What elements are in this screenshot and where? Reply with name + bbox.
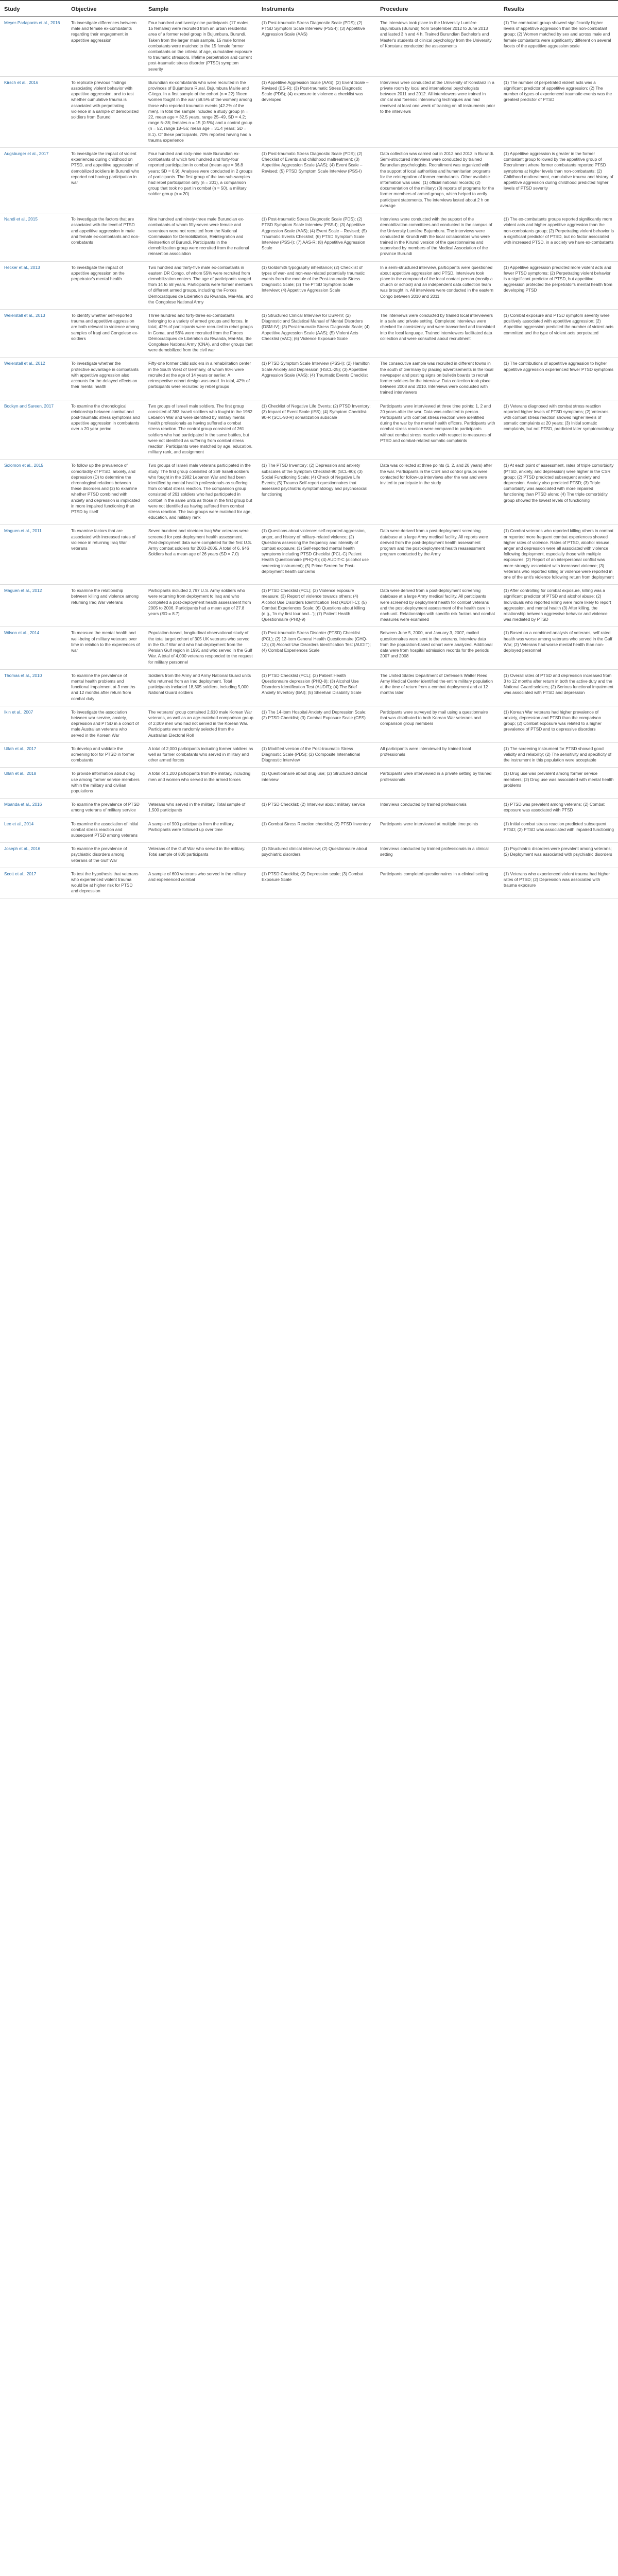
study-cell: Ikin et al., 2007 (0, 706, 67, 742)
study-cell: Ullah et al., 2017 (0, 742, 67, 768)
table-row (0, 768, 618, 799)
procedure-cell: The United States Department of Defense's Walter Reed Army Medical Center identified the entire military population at the time of return from a combat deployment and at 12 months later (376, 669, 500, 706)
header-objective: Objective (67, 1, 144, 17)
header-procedure: Procedure (376, 1, 500, 17)
header-sample: Sample (144, 1, 258, 17)
table-row (0, 460, 618, 525)
instruments-cell: (1) Checklist of Negative Life Events; (2) PTSD Inventory; (3) Impact of Event Scale (IES); (4) Symptom Checklist-90-R (SCL-90-R) somatization subscale (258, 400, 376, 460)
procedure-cell: Participants were interviewed at three time points: 1, 2 and 20 years after the war. Data was collected in person. Participants with combat stress reaction were identified during the war by the mental health officers. Participants with combat stress reaction were compared to participants without combat stress reaction with respect to measures of PTSD and combat-related somatic complaints (376, 400, 500, 460)
instruments-cell: (1) Structured Clinical Interview for DSM-IV; (2) Diagnostic and Statistical Manual of Mental Disorders (DSM-IV); (3) Post-traumatic Stress Diagnostic Scale; (4) Appetitive Aggression Scale (AAS); (5) Violent Acts Checklist (VAC); (6) Violence Exposure Scale (258, 309, 376, 357)
instruments-cell: (1) Appetitive Aggression Scale (AAS); (2) Event Scale – Revised (ES-R); (3) Post-traumatic Stress Diagnostic Scale (PDS); (4) exposure to violence a checklist was developed (258, 76, 376, 147)
table-row (0, 799, 618, 818)
procedure-cell: Data collection was carried out in 2012 and 2013 in Burundi. Semi-structured interviews were conducted by trained Burundian psychologists. Recruitment was organized with the support of local authorities and humanitarian programs for the reintegration of former combatants. Other available information was used: (1) official national records; (2) documentation of the military; (3) reports of programs for the former members of armed groups, which helped to verify participant statements. The interviews lasted about 2 h on average (376, 148, 500, 213)
table-row (0, 358, 618, 400)
study-cell: Maguen et al., 2012 (0, 585, 67, 627)
results-cell: (1) Veterans diagnosed with combat stress reaction reported higher levels of PTSD symptoms; (2) Veterans with combat stress reaction showed higher levels of somatic complaints at 20 years; (3) Initial somatic complaints, but not PTSD, predicted later symptomatology (500, 400, 618, 460)
sample-cell: A total of 1,200 participants from the military, including men and women who served in the armed forces (144, 768, 258, 799)
studies-table (0, 0, 618, 899)
table-row (0, 627, 618, 669)
table-row (0, 669, 618, 706)
results-cell: (1) Korean War veterans had higher prevalence of anxiety, depression and PTSD than the comparison group; (2) Combat exposure was related to a higher prevalence of PTSD and to depressive disorders (500, 706, 618, 742)
procedure-cell: Data was collected at three points (1, 2, and 20 years) after the war. Participants in the CSR and control groups were contacted for follow-up interviews after the war and were invited to participate in the study (376, 460, 500, 525)
objective-cell: To investigate the factors that are associated with the level of PTSD and appetitive aggression in male and female ex-combatants and non-combatants (67, 213, 144, 261)
instruments-cell: (1) PTSD Checklist (PCL); (2) Patient Health Questionnaire depression (PHQ-8); (3) Alcohol Use Disorders Identification Test (AUDIT); (4) The Brief Anxiety Inventory (BAI); (5) Sheehan Disability Scale (258, 669, 376, 706)
objective-cell: To investigate the impact of appetitive aggression on the perpetrator's mental health (67, 261, 144, 309)
header-study: Study (0, 1, 67, 17)
objective-cell: To identify whether self-reported trauma and appetitive aggression are both relevant to violence among samples of Iraqi and Congolese ex-soldiers (67, 309, 144, 357)
objective-cell: To examine the prevalence of PTSD among veterans of military service (67, 799, 144, 818)
table-row (0, 742, 618, 768)
study-cell: Meyer-Parlapanis et al., 2016 (0, 17, 67, 77)
sample-cell: Two groups of Israeli male veterans participated in the study. The first group consisted of 369 Israeli soldiers who fought in the 1982 Lebanon War and had been identified by mental health professionals as suffering from combat stress reaction. The comparison group consisted of 261 soldiers who had participated in combat in the same units as those in the first group but were not identified as having suffered from combat stress reaction. The two groups were matched for age, education, and military rank (144, 460, 258, 525)
results-cell: (1) Appetitive aggression is greater in the former combatant group followed by the appetitive group of Recruitment where former combatants reported PTSD symptoms at higher levels than non-combatants; (2) Childhood maltreatment, cumulative trauma and history of appetitive aggression during childhood predicted higher levels of PTSD severity (500, 148, 618, 213)
objective-cell: To investigate whether the protective advantage in combatants with appetitive aggression also accounts for the delayed effects on their mental health (67, 358, 144, 400)
results-cell: (1) Combat veterans who reported killing others in combat or reported more frequent combat experiences showed higher rates of violence. Rates of PTSD, alcohol misuse, anger and depression were all associated with violence following deployment, especially those with multiple exposures; (2) Report of an interpersonal conflict was more strongly associated with increased violence; (3) Veterans who reported killing or violence were reported in one of the unit's violence following return from deployment (500, 525, 618, 585)
instruments-cell: (1) Structured clinical interview; (2) Questionnaire about psychiatric disorders (258, 843, 376, 868)
instruments-cell: (1) PTSD Checklist; (2) Interview about military service (258, 799, 376, 818)
table-row (0, 148, 618, 213)
results-cell: (1) The ex-combatants groups reported significantly more violent acts and higher appetitive aggression than the non-combatants group; (2) Perpetrating violent behavior is a significant predictor of PTSD, but no factor associated with increased PTSD, in a society we have ex-combatants (500, 213, 618, 261)
study-cell: Maguen et al., 2011 (0, 525, 67, 585)
instruments-cell: (1) Modified version of the Post-traumatic Stress Diagnostic Scale (PDS); (2) Composite International Diagnostic Interview (258, 742, 376, 768)
instruments-cell: (1) PTSD Checklist; (2) Depression scale; (3) Combat Exposure Scale (258, 868, 376, 899)
study-cell: Thomas et al., 2010 (0, 669, 67, 706)
sample-cell: Three hundred and forty-three ex-combatants belonging to a variety of armed groups and forces. In total, 42% of participants were recruited in rebel groups in Goma, and 58% were recruited from the Forces Démocratiques de Libération du Rwanda, Mai-Mai, the Congolese National Army (CNA), and other groups that were demobilized from the civil war (144, 309, 258, 357)
procedure-cell: Interviews conducted by trained professionals (376, 799, 500, 818)
procedure-cell: All participants were interviewed by trained local professionals (376, 742, 500, 768)
procedure-cell: Participants were surveyed by mail using a questionnaire that was distributed to both Korean War veterans and comparison group members (376, 706, 500, 742)
objective-cell: To follow up the prevalence of comorbidity of PTSD, anxiety, and depression (D) to determine the chronological relations between these disorders and (2) to examine whether PTSD combined with anxiety and depression is implicated in more impaired functioning than PTSD by itself (67, 460, 144, 525)
study-cell: Joseph et al., 2016 (0, 843, 67, 868)
objective-cell: To investigate the association between war service, anxiety, depression and PTSD in a cohort of male Australian veterans who served in the Korean War (67, 706, 144, 742)
sample-cell: Population-based, longitudinal observational study of the total target cohort of 305 UK veterans who served in the Gulf War and who had deployment from the Persian Gulf region in 1991 and who served in the Gulf War. A total of 4,000 veterans responded to the request for military personnel (144, 627, 258, 669)
objective-cell: To investigate the impact of violent experiences during childhood on PTSD, and appetitive aggression of demobilized soldiers in Burundi who reported not having participation in war (67, 148, 144, 213)
sample-cell: A sample of 900 participants from the military. Participants were followed up over time (144, 818, 258, 843)
table-row (0, 868, 618, 899)
results-cell: (1) Based on a combined analysis of veterans, self-rated health was worse among veterans who served in the Gulf War; (2) Veterans had worse mental health than non-deployed personnel (500, 627, 618, 669)
procedure-cell: In a semi-structured interview, participants were questioned about appetitive aggression and PTSD. Interviews took place in the compound of the local contact person (mostly a church or school) and an independent data collection team was brought in. All interviews were conducted in the eastern Congo between 2010 and 2011 (376, 261, 500, 309)
study-cell: Weierstall et al., 2013 (0, 309, 67, 357)
table-row (0, 585, 618, 627)
objective-cell: To examine the prevalence of mental health problems and functional impairment at 3 months and 12 months after return from combat duty (67, 669, 144, 706)
header-instruments: Instruments (258, 1, 376, 17)
results-cell: (1) The screening instrument for PTSD showed good validity and reliability; (2) The sensitivity and specificity of the instrument in this population were acceptable (500, 742, 618, 768)
study-cell: Kirsch et al., 2016 (0, 76, 67, 147)
study-cell: Weierstall et al., 2012 (0, 358, 67, 400)
study-cell: Hecker et al., 2013 (0, 261, 67, 309)
instruments-cell: (1) Combat Stress Reaction checklist; (2) PTSD Inventory (258, 818, 376, 843)
table-row (0, 309, 618, 357)
procedure-cell: Interviews were conducted at the University of Konstanz in a private room by local and international psychologists between 2011 and 2012. All interviewers were trained in clinical and forensic interviewing techniques and had received at least one week of training on all instruments prior to the interviews (376, 76, 500, 147)
study-cell: Bodkyn and Sareen, 2017 (0, 400, 67, 460)
results-cell: (1) Psychiatric disorders were prevalent among veterans; (2) Deployment was associated with psychiatric disorders (500, 843, 618, 868)
procedure-cell: Between June 5, 2000, and January 3, 2007, mailed questionnaires were sent to the veterans. Interview data from the population-based cohort were analyzed. Additional data were from hospital admission records for the periods 2007 and 2008 (376, 627, 500, 669)
sample-cell: Soldiers from the Army and Army National Guard units who returned from an Iraq deployment. Total participants included 18,305 soldiers, including 5,000 National Guard soldiers (144, 669, 258, 706)
study-cell: Solomon et al., 2015 (0, 460, 67, 525)
instruments-cell: (1) Goldsmith typography inheritance; (2) Checklist of types of war- and non-war-related potentially traumatic events from the module of the Post-traumatic Stress Diagnostic Scale; (3) The PTSD Symptom Scale Interview; (4) Appetitive Aggression Scale (258, 261, 376, 309)
sample-cell: Burundian ex-combatants who were recruited in the provinces of Bujumbura Rural, Bujumbura Mairie and Gitega. In a first sample of the cohort (n = 22) fifteen women fought in the war (58.5% of the women) among those who reported traumatic events (42.2% of the men). In total the sample included a study group (n = 22, mean age = 32.5 years, range 25–49, SD = 4.2; range 6–38; females n = 15 (0.5%) and a control group (n = 52, range 18–56; mean age = 31.4 years; SD = 8.1). Of these participants, 70% reported having had a trauma experience (144, 76, 258, 147)
procedure-cell: Data were derived from a post-deployment screening database at a large Army medical facility. All participants were screened by deployment health for combat veterans and the post-deployment assessment of the health care in each unit. Relationships with specific risk factors and combat measures were examined (376, 585, 500, 627)
sample-cell: A sample of 600 veterans who served in the military and experienced combat (144, 868, 258, 899)
results-cell: (1) Overall rates of PTSD and depression increased from 3 to 12 months after return in both the active duty and the National Guard soldiers; (2) Serious functional impairment was associated with PTSD and depression (500, 669, 618, 706)
objective-cell: To examine the prevalence of psychiatric disorders among veterans of the Gulf War (67, 843, 144, 868)
results-cell: (1) At each point of assessment, rates of triple comorbidity (PTSD, anxiety, and depression) were higher in the CSR group; (2) PTSD predicted subsequent anxiety and depression. Anxiety also predicted PTSD; (3) Triple comorbidity was associated with more impaired functioning than PTSD alone; (4) The triple comorbidity group showed the lowest levels of functioning (500, 460, 618, 525)
table-row (0, 261, 618, 309)
results-cell: (1) PTSD was prevalent among veterans; (2) Combat exposure was associated with PTSD (500, 799, 618, 818)
study-cell: Mbanda et al., 2016 (0, 799, 67, 818)
sample-cell: The veterans' group contained 2,610 male Korean War veterans, as well as an age-matched comparison group of 2,009 men who had not served in the Korean War. Participants were randomly selected from the Australian Electoral Roll (144, 706, 258, 742)
study-cell: Lee et al., 2014 (0, 818, 67, 843)
table-row (0, 525, 618, 585)
instruments-cell: (1) Post-traumatic Stress Diagnostic Scale (PDS); (2) PTSD Symptom Scale Interview (PSS-I); (3) Appetitive Aggression Scale (AAS); (4) Event Scale – Revised; (5) Traumatic Events Checklist; (6) PTSD Symptom Scale Interview (PSS-I); (7) AAS-R; (8) Appetitive Aggression Scale (258, 213, 376, 261)
objective-cell: To test the hypothesis that veterans who experienced violent trauma would be at higher risk for PTSD and depression (67, 868, 144, 899)
sample-cell: Four hundred and sixty-nine male Burundian ex-combatants of which two hundred and forty-four reported participation in combat (mean age = 36.8 years; SD = 6.9). Analyses were conducted in 2 groups of participants. The first group of the two sub-samples had rebel participation only (n = 201), a comparison group that took no part in combat (n = 50), a military soldier group (n = 20) (144, 148, 258, 213)
results-cell: (1) Initial combat stress reaction predicted subsequent PTSD; (2) PTSD was associated with impaired functioning (500, 818, 618, 843)
table-row (0, 818, 618, 843)
instruments-cell: (1) Post-traumatic Stress Diagnostic Scale (PDS); (2) PTSD Symptom Scale Interview (PSS-I); (3) Appetitive Aggression Scale (AAS) (258, 17, 376, 77)
sample-cell: Two groups of Israeli male soldiers. The first group consisted of 363 Israeli soldiers who fought in the 1982 Lebanon War and were identified by military mental health professionals as having suffered a combat stress reaction. The control group consisted of 261 soldiers who had participated in the same battles, but were not identified as suffering from combat stress reaction. Participants were matched by age, education, military rank, and assignment (144, 400, 258, 460)
instruments-cell: (1) The PTSD Inventory; (2) Depression and anxiety subscales of the Symptom Checklist-90 (SCL-90); (3) Social Functioning Scale; (4) Check of Negative Life Events; (5) Trauma Self-report questionnaires that assessed psychiatric symptomatology and psychosocial functioning (258, 460, 376, 525)
procedure-cell: The interviews took place in the University Lumière Bujumbura (Burundi) from September 2012 to June 2013 and lasted 3 h and 4 h. Trained Burundian Bachelor's and Master's students of clinical psychology from the University of Konstanz conducted the assessments (376, 17, 500, 77)
table-row (0, 76, 618, 147)
objective-cell: To investigate differences between male and female ex-combatants regarding their engagement in appetitive aggression (67, 17, 144, 77)
sample-cell: A total of 2,000 participants including former soldiers as well as former combatants who served in military and other armed forces (144, 742, 258, 768)
study-cell: Scott et al., 2017 (0, 868, 67, 899)
results-cell: (1) Appetitive aggression predicted more violent acts and fewer PTSD symptoms; (2) Perpetrating violent behavior is a significant predictor of PTSD, but appetitive aggression protected the perpetrator's mental health from developing PTSD (500, 261, 618, 309)
study-cell: Augsburger et al., 2017 (0, 148, 67, 213)
table-header-row (0, 1, 618, 17)
objective-cell: To examine factors that are associated with increased rates of violence in returning Iraq War veterans (67, 525, 144, 585)
sample-cell: Nine hundred and ninety-three male Burundian ex-combatants of whom fifty-seven were female and seventeen were not recruited from the National Commission for Demobilization, Reintegration and Reinsertion of Burundi. Participants in the demobilization group were recruited from the national reinsertion association (144, 213, 258, 261)
results-cell: (1) The combatant group showed significantly higher levels of appetitive aggression than the non-combatant group; (2) Women matched by sex and across male and female combatants were significantly different on several facets of the appetitive aggression scale (500, 17, 618, 77)
table-body (0, 17, 618, 899)
study-cell: Wilson et al., 2014 (0, 627, 67, 669)
table-row (0, 706, 618, 742)
procedure-cell: Participants completed questionnaires in a clinical setting (376, 868, 500, 899)
table-row (0, 213, 618, 261)
sample-cell: Seven hundred and nineteen Iraq War veterans were screened for post-deployment health assessment. Post-deployment data were completed for the first U.S. Army combat soldiers for 2003-2005. A total of 6, 946 Soldiers had a mean age of 26 years (SD = 7.0) (144, 525, 258, 585)
procedure-cell: The interviews were conducted by trained local interviewers in a safe and private setting. Completed interviews were checked for consistency and were transcribed and translated into the local language. Trained interviewers facilitated data collection and were consulted about recruitment (376, 309, 500, 357)
results-cell: (1) The contributions of appetitive aggression to higher appetitive aggression experienced fewer PTSD symptoms (500, 358, 618, 400)
procedure-cell: Interviews were conducted with the support of the demobilization committees and conducted in the campus of the University Lumière Bujumbura. The interviews were conducted in Kirundi with the local collaborators who were trained in the Kirundi version of the questionnaires and supervised by members of the Medical Association of the province Burundi (376, 213, 500, 261)
procedure-cell: Participants were interviewed at multiple time points (376, 818, 500, 843)
header-results: Results (500, 1, 618, 17)
objective-cell: To develop and validate the screening tool for PTSD in former combatants (67, 742, 144, 768)
procedure-cell: Interviews conducted by trained professionals in a clinical setting (376, 843, 500, 868)
sample-cell: Two hundred and thirty-five male ex-combatants in eastern DR Congo, of whom 55% were recruited from demobilization centers. The age of participants ranged from 14 to 68 years. Participants were former members of different armed groups, including the Forces Démocratiques de Libération du Rwanda, Mai-Mai, and the Congolese National Army (144, 261, 258, 309)
sample-cell: Veterans who served in the military. Total sample of 1,500 participants (144, 799, 258, 818)
procedure-cell: Data were derived from a post-deployment screening database at a large Army medical facility. All reports were derived from the post-deployment health assessment program and the post-deployment health reassessment program conducted by the Army (376, 525, 500, 585)
instruments-cell: (1) Questionnaire about drug use; (2) Structured clinical interview (258, 768, 376, 799)
results-cell: (1) Drug use was prevalent among former service members; (2) Drug use was associated with mental health problems (500, 768, 618, 799)
procedure-cell: Participants were interviewed in a private setting by trained professionals (376, 768, 500, 799)
objective-cell: To measure the mental health and well-being of military veterans over time in relation to the experiences of war (67, 627, 144, 669)
instruments-cell: (1) Questions about violence: self-reported aggression, anger, and history of military-related violence; (2) Questions assessing the frequency and intensity of combat exposure; (3) Self-reported mental health symptoms including PTSD Checklist (PCL-C) Patient Health Questionnaire (PHQ-9); (4) AUDIT-C (alcohol use screening instrument); (5) Prime Screen for Post-deployment health concerns (258, 525, 376, 585)
instruments-cell: (1) Post-traumatic Stress Diagnostic Scale (PDS); (2) Checklist of Events and childhood maltreatment; (3) Appetitive Aggression Scale (AAS); (4) Event Scale – Revised; (5) PTSD Symptom Scale Interview (PSS-I) (258, 148, 376, 213)
objective-cell: To examine the chronological relationship between combat and post-traumatic stress symptoms and appetitive aggression in combatants over a 20 year period (67, 400, 144, 460)
table-row (0, 400, 618, 460)
sample-cell: Participants included 2,797 U.S. Army soldiers who were returning from deployment to Iraq and who completed a post-deployment health assessment from 2005 to 2006. Participants had a mean age of 27.8 years (SD = 8.7) (144, 585, 258, 627)
sample-cell: Fifty-one former child soldiers in a rehabilitation center in the South West of Germany, of whom 90% were recruited at the age of 14 years or earlier. A retrospective cohort design was used. In total, 42% of participants were recruited by rebel groups (144, 358, 258, 400)
study-cell: Nandi et al., 2015 (0, 213, 67, 261)
sample-cell: Four hundred and twenty-nine participants (17 males, 15 females) were recruited from an urban residential area of a former rebel group in Bujumbura, Burundi. Taken from the larger main sample, 15 male former combatants were matched to the 15 female former combatants on the criteria of age, cumulative exposure to traumatic stressors, lifetime perpetration and current post-traumatic stress disorder (PTSD) symptom severity (144, 17, 258, 77)
instruments-cell: (1) PTSD Symptom Scale Interview (PSS-I); (2) Hamilton Scale Anxiety and Depression (HSCL-25); (3) Appetitive Aggression Scale (AAS); (4) Traumatic Events Checklist (258, 358, 376, 400)
objective-cell: To examine the relationship between killing and violence among returning Iraq War veterans (67, 585, 144, 627)
results-cell: (1) Veterans who experienced violent trauma had higher rates of PTSD; (2) Depression was associated with trauma exposure (500, 868, 618, 899)
procedure-cell: The consecutive sample was recruited in different towns in the south of Germany by placing advertisements in the local newspaper and posting signs on bulletin boards to recruit former soldiers for the interview. Data collection took place between 2008 and 2010. Interviews were conducted with trained interviewers (376, 358, 500, 400)
instruments-cell: (1) Post-traumatic Stress Disorder (PTSD) Checklist (PCL); (2) 12-item General Health Questionnaire (GHQ-12); (3) Alcohol Use Disorders Identification Test (AUDIT); (4) Combat Experiences Scale (258, 627, 376, 669)
table-row (0, 843, 618, 868)
results-cell: (1) The number of perpetrated violent acts was a significant predictor of appetitive aggression; (2) The number of types of experienced traumatic events was the greatest predictor of PTSD (500, 76, 618, 147)
table-row (0, 17, 618, 77)
results-cell: (1) After controlling for combat exposure, killing was a significant predictor of PTSD and alcohol abuse; (2) Individuals who reported killing were more likely to report aggression, and mental health (3) After killing, the relationship between aggressive behavior and violence was mediated by PTSD (500, 585, 618, 627)
instruments-cell: (1) The 14-item Hospital Anxiety and Depression Scale; (2) PTSD Checklist; (3) Combat Exposure Scale (CES) (258, 706, 376, 742)
study-cell: Ullah et al., 2018 (0, 768, 67, 799)
objective-cell: To examine the association of initial combat stress reaction and subsequent PTSD among veterans (67, 818, 144, 843)
sample-cell: Veterans of the Gulf War who served in the military. Total sample of 800 participants (144, 843, 258, 868)
objective-cell: To replicate previous findings associating violent behavior with appetitive aggression, and to test whether cumulative trauma is associated with perpetrating violence in a sample of demobilized soldiers from Burundi (67, 76, 144, 147)
results-cell: (1) Combat exposure and PTSD symptom severity were positively associated with appetitive aggression; (2) Appetitive aggression predicted the number of violent acts committed and the type of violent acts perpetrated (500, 309, 618, 357)
objective-cell: To provide information about drug use among former service members within the military and civilian populations (67, 768, 144, 799)
instruments-cell: (1) PTSD Checklist (PCL); (2) Violence exposure measure; (3) Report of violence towards others; (4) Alcohol Use Disorders Identification Test (AUDIT-C); (5) Combat Experiences Scale; (6) Questions about killing (e.g., 'In my first tour and...'); (7) Patient Health Questionnaire (PHQ-9) (258, 585, 376, 627)
